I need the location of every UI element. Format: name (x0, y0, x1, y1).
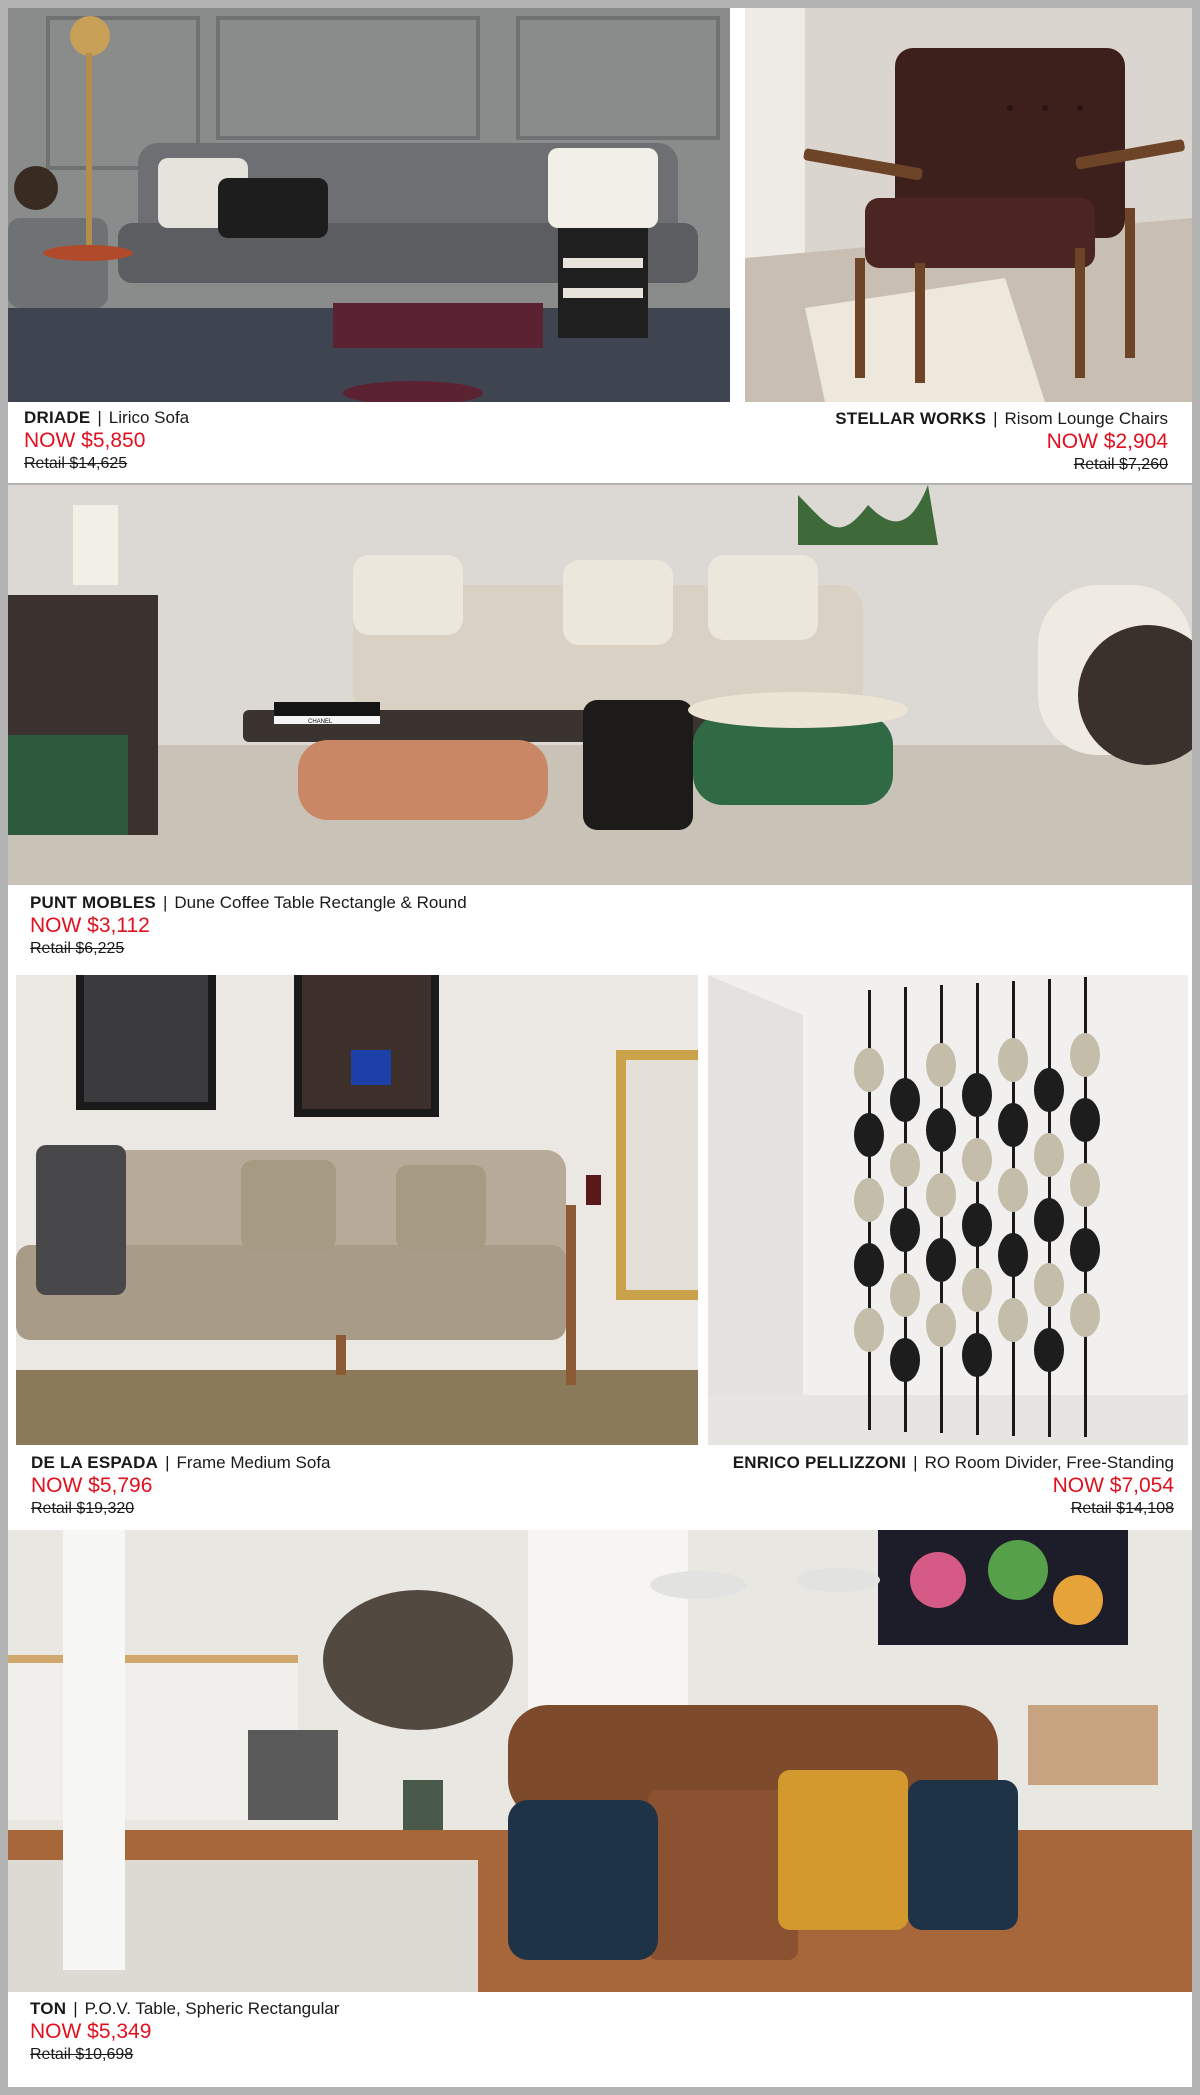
product-caption (31, 1453, 331, 1518)
retail-price: Retail $19,320 (31, 1500, 135, 1517)
product-title[interactable] (24, 408, 189, 428)
retail-price: Retail $14,625 (24, 455, 128, 472)
retail-price: Retail $14,108 (1070, 1500, 1174, 1517)
product-image-ro-room-divider[interactable] (708, 975, 1188, 1445)
product-caption (30, 1999, 339, 2064)
product-name: RO Room Divider, Free-Standing (924, 1453, 1174, 1472)
sale-price: NOW $5,850 (24, 429, 146, 452)
product-title[interactable] (30, 1999, 339, 2019)
product-name: Dune Coffee Table Rectangle & Round (174, 893, 467, 912)
product-caption (30, 893, 467, 958)
brand-name: TON (30, 1999, 67, 2018)
product-image-lirico-sofa[interactable] (8, 8, 730, 402)
product-title[interactable] (30, 893, 467, 913)
brand-name: PUNT MOBLES (30, 893, 156, 912)
separator: | (162, 893, 168, 912)
separator: | (165, 1453, 170, 1472)
product-title[interactable] (835, 409, 1168, 429)
product-caption (835, 409, 1168, 474)
sale-price: NOW $2,904 (1046, 430, 1168, 453)
product-title[interactable] (733, 1453, 1174, 1473)
product-card-punt-mobles[interactable] (8, 485, 1192, 975)
separator: | (993, 409, 998, 428)
product-caption (733, 1453, 1174, 1518)
brand-name: DRIADE (24, 408, 91, 427)
product-card-ton[interactable] (8, 1530, 1192, 2087)
product-card-driade[interactable] (8, 8, 740, 483)
product-name: P.O.V. Table, Spheric Rectangular (84, 1999, 340, 2018)
sale-price: NOW $7,054 (1052, 1474, 1174, 1497)
sale-price: NOW $5,796 (31, 1474, 153, 1497)
product-name: Lirico Sofa (108, 408, 190, 427)
product-title[interactable] (31, 1453, 331, 1473)
separator: | (913, 1453, 918, 1472)
product-card-stellar-works[interactable] (740, 8, 1192, 483)
product-image-frame-medium-sofa[interactable] (16, 975, 698, 1445)
separator: | (73, 1999, 78, 2018)
sale-price: NOW $5,349 (30, 2020, 152, 2043)
brand-name: STELLAR WORKS (835, 409, 987, 428)
brand-name: DE LA ESPADA (31, 1453, 159, 1472)
product-caption (24, 408, 189, 473)
product-image-dune-coffee-table[interactable] (8, 485, 1192, 885)
product-name: Risom Lounge Chairs (1004, 409, 1168, 428)
book-label: CHANEL (308, 719, 333, 725)
product-card-enrico-pellizzoni[interactable] (708, 975, 1192, 1530)
retail-price: Retail $6,225 (30, 940, 125, 957)
brand-name: ENRICO PELLIZZONI (732, 1453, 907, 1472)
retail-price: Retail $7,260 (1073, 456, 1168, 473)
product-name: Frame Medium Sofa (176, 1453, 331, 1472)
product-image-risom-lounge-chairs[interactable] (745, 8, 1192, 402)
retail-price: Retail $10,698 (30, 2046, 134, 2063)
sale-price: NOW $3,112 (30, 914, 150, 937)
product-image-pov-table[interactable] (8, 1530, 1192, 1992)
product-card-de-la-espada[interactable] (8, 975, 708, 1530)
separator: | (97, 408, 102, 427)
